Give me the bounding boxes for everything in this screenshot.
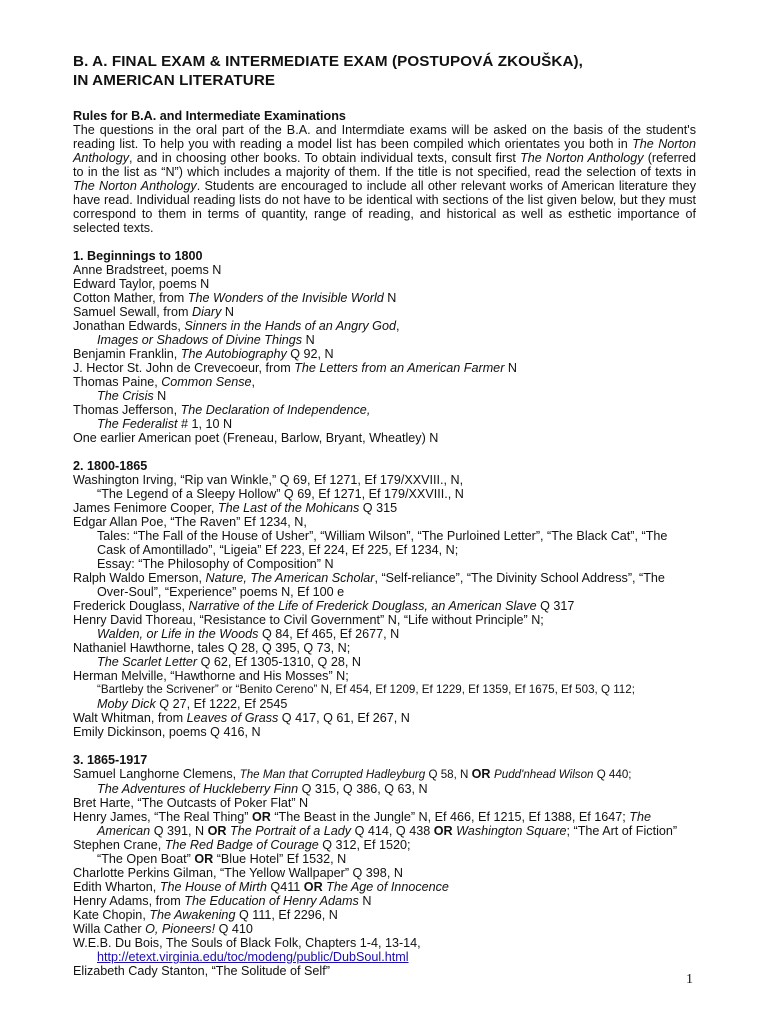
entry-text: Washington Irving, “Rip van Winkle,” Q 69, Ef 1271, Ef 179/XXVIII., N, [73, 473, 464, 487]
rules-heading: Rules for B.A. and Intermediate Examinations [73, 109, 346, 123]
entry-text: N [153, 389, 167, 403]
entry-text: Elizabeth Cady Stanton, “The Solitude of Self” [73, 964, 330, 978]
entry-text: Q 391, N [150, 824, 208, 838]
list-item [73, 950, 696, 964]
entry-text: Q 440; [593, 768, 632, 781]
entry-text: OR [303, 880, 323, 894]
work-title: The Adventures of Huckleberry Finn [97, 782, 299, 796]
entry-text: “The Legend of a Sleepy Hollow” Q 69, Ef 1271, Ef 179/XXVIII., N [97, 487, 464, 501]
list-item [73, 669, 696, 683]
work-title: The Last of the Mohicans [217, 501, 360, 515]
entry-text: OR [471, 767, 491, 781]
list-item [73, 333, 696, 347]
work-title: The American [97, 810, 651, 838]
entry-text: (referred to in the list as “N”) which includes a majority of them. If the title is not specified, read the selection of texts in [73, 151, 697, 179]
list-item [73, 417, 696, 431]
entry-text: Q 92, N [286, 347, 334, 361]
work-title: Pudd'nhead Wilson [494, 768, 594, 781]
entry-text: Q 62, Ef 1305-1310, Q 28, N [197, 655, 361, 669]
entry-text: Charlotte Perkins Gilman, “The Yellow Wallpaper” Q 398, N [73, 866, 403, 880]
entry-text: , and in choosing other books. To obtain individual texts, consult first [129, 151, 521, 165]
entry-text: Emily Dickinson, poems Q 416, N [73, 725, 261, 739]
work-title: The Crisis [97, 389, 154, 403]
entry-text: Samuel Sewall, from [73, 305, 192, 319]
list-item [73, 501, 696, 515]
list-item [73, 655, 696, 669]
entry-text: Q 58, N [425, 768, 472, 781]
entry-text: Q411 [266, 880, 304, 894]
entry-text: Q 317 [536, 599, 575, 613]
list-item [73, 515, 696, 529]
work-title: Walden, or Life in the Woods [97, 627, 259, 641]
work-title: The Portrait of a Lady [230, 824, 352, 838]
entry-text: Henry James, “The Real Thing” [73, 810, 252, 824]
list-item [73, 880, 696, 894]
entry-text: James Fenimore Cooper, [73, 501, 218, 515]
entry-text: N [302, 333, 315, 347]
entry-text: The questions in the oral part of the B.A. and Intermdiate exams will be asked on the basis of the student's reading list. To help you with reading a model list has been compiled which orientates you both in [73, 123, 696, 151]
work-title: The Letters from an American Farmer [294, 361, 505, 375]
page-number: 1 [686, 972, 693, 987]
work-title: O, Pioneers! [145, 922, 216, 936]
list-item [73, 263, 696, 277]
list-item [73, 291, 696, 305]
work-title: Images or Shadows of Divine Things [97, 333, 303, 347]
entry-text: One earlier American poet (Freneau, Barlow, Bryant, Wheatley) N [73, 431, 439, 445]
list-item [73, 305, 696, 319]
entry-text: Samuel Langhorne Clemens, [73, 767, 240, 781]
section-heading: 2. 1800-1865 [73, 459, 148, 473]
reading-list [73, 249, 696, 978]
list-item [73, 697, 696, 711]
section-heading: 1. Beginnings to 1800 [73, 249, 203, 263]
entry-text: Jonathan Edwards, [73, 319, 185, 333]
work-title: The Awakening [149, 908, 236, 922]
entry-text: “The Open Boat” [97, 852, 195, 866]
entry-text: N [504, 361, 517, 375]
entry-text: Q 417, Q 61, Ef 267, N [278, 711, 410, 725]
entry-text: Thomas Paine, [73, 375, 162, 389]
work-title: The Man that Corrupted Hadleyburg [239, 768, 426, 781]
work-title: The House of Mirth [159, 880, 267, 894]
list-item [73, 725, 696, 739]
list-item [73, 711, 696, 725]
entry-text: N [221, 305, 234, 319]
entry-text: Q 315, Q 386, Q 63, N [298, 782, 428, 796]
entry-text: Edith Wharton, [73, 880, 160, 894]
entry-text: Q 312, Ef 1520; [318, 838, 411, 852]
work-title: The Red Badge of Courage [164, 838, 319, 852]
list-item [73, 347, 696, 361]
entry-text: Edward Taylor, poems N [73, 277, 210, 291]
entry-text: W.E.B. Du Bois, The Souls of Black Folk, Chapters 1-4, 13-14, [73, 936, 421, 950]
entry-text: Frederick Douglass, [73, 599, 189, 613]
list-item [73, 641, 696, 655]
entry-text: Q 27, Ef 1222, Ef 2545 [155, 697, 288, 711]
entry-text: Benjamin Franklin, [73, 347, 181, 361]
list-item [73, 529, 696, 557]
work-title: Common Sense [161, 375, 252, 389]
entry-text: Ralph Waldo Emerson, [73, 571, 206, 585]
external-link[interactable]: http://etext.virginia.edu/toc/modeng/public/DubSoul.html [97, 950, 409, 964]
work-title: Sinners in the Hands of an Angry God [184, 319, 396, 333]
list-item [73, 277, 696, 291]
list-item [73, 375, 696, 389]
title-line-2: IN AMERICAN LITERATURE [73, 72, 276, 89]
entry-text: Q 315 [359, 501, 398, 515]
list-item [73, 599, 696, 613]
list-item [73, 613, 696, 627]
entry-text: Edgar Allan Poe, “The Raven” Ef 1234, N, [73, 515, 307, 529]
entry-text: OR [207, 824, 227, 838]
entry-text: # 1, 10 N [177, 417, 233, 431]
entry-text: , [251, 375, 255, 389]
list-item [73, 964, 696, 978]
title-line-1: B. A. FINAL EXAM & INTERMEDIATE EXAM (POSTUPOVÁ ZKOUŠKA), [73, 53, 583, 70]
work-title: The Autobiography [180, 347, 287, 361]
entry-text: Q 414, Q 438 [351, 824, 434, 838]
work-title: Leaves of Grass [186, 711, 279, 725]
entry-text: “Bartleby the Scrivener” or “Benito Cereno” N, Ef 454, Ef 1209, Ef 1229, Ef 1359, Ef 1675, Ef 503, Q 112; [97, 683, 635, 696]
list-item [73, 403, 696, 417]
entry-text: Stephen Crane, [73, 838, 165, 852]
entry-text: N [383, 291, 397, 305]
work-title: The Norton Anthology [520, 151, 644, 165]
entry-text: Tales: “The Fall of the House of Usher”, “William Wilson”, “The Purloined Letter”, “The Black Cat”, “The Cask of Amontillado”, “Ligeia” Ef 223, Ef 224, Ef 225, Ef 1234, N; [97, 529, 668, 557]
list-item [73, 487, 696, 501]
section-heading: 3. 1865-1917 [73, 753, 148, 767]
entry-text: ; “The Art of Fiction” [566, 824, 678, 838]
work-title: The Declaration of Independence, [180, 403, 371, 417]
list-item [73, 782, 696, 796]
list-item [73, 571, 696, 599]
work-title: Narrative of the Life of Frederick Douglass, an American Slave [188, 599, 537, 613]
entry-text: Q 111, Ef 2296, N [235, 908, 338, 922]
list-item [73, 389, 696, 403]
entry-text: Bret Harte, “The Outcasts of Poker Flat” N [73, 796, 309, 810]
entry-text: “Blue Hotel” Ef 1532, N [213, 852, 347, 866]
entry-text: OR [251, 810, 271, 824]
work-title: Diary [191, 305, 222, 319]
entry-text: Q 84, Ef 465, Ef 2677, N [258, 627, 400, 641]
entry-text: Henry David Thoreau, “Resistance to Civil Government” N, “Life without Principle” N; [73, 613, 544, 627]
list-item [73, 810, 696, 838]
entry-text: “The Beast in the Jungle” N, Ef 466, Ef 1215, Ef 1388, Ef 1647; [270, 810, 630, 824]
entry-text: N [358, 894, 372, 908]
entry-text: Willa Cather [73, 922, 146, 936]
list-item [73, 683, 696, 697]
work-title: The Norton Anthology [73, 137, 697, 165]
entry-text: Herman Melville, “Hawthorne and His Mosses” N; [73, 669, 349, 683]
entry-text: J. Hector St. John de Crevecoeur, from [73, 361, 295, 375]
list-item [73, 767, 696, 782]
list-item [73, 852, 696, 866]
entry-text: Walt Whitman, from [73, 711, 187, 725]
work-title: Nature, The American Scholar [205, 571, 375, 585]
work-title: The Scarlet Letter [97, 655, 198, 669]
entry-text: Anne Bradstreet, poems N [73, 263, 222, 277]
list-item [73, 319, 696, 333]
list-item [73, 796, 696, 810]
list-item [73, 557, 696, 571]
work-title: The Age of Innocence [326, 880, 449, 894]
entry-text: Q 410 [215, 922, 253, 936]
work-title: The Federalist [97, 417, 178, 431]
entry-text: OR [433, 824, 453, 838]
rules-paragraph [73, 123, 696, 235]
list-item [73, 361, 696, 375]
work-title: The Education of Henry Adams [184, 894, 359, 908]
list-item [73, 908, 696, 922]
list-item [73, 866, 696, 880]
list-item [73, 894, 696, 908]
entry-text: Kate Chopin, [73, 908, 150, 922]
entry-text: Cotton Mather, from [73, 291, 188, 305]
entry-text: Thomas Jefferson, [73, 403, 181, 417]
work-title: Moby Dick [97, 697, 156, 711]
entry-text: , “Self-reliance”, “The Divinity School Address”, “The Over-Soul”, “Experience” poems N, Ef 100 e [97, 571, 665, 599]
list-item [73, 473, 696, 487]
entry-text: . Students are encouraged to include all other relevant works of American literature they have read. Individual reading lists do not have to be identical with sections of the list given below, but they must correspond to them in terms of quantity, range of reading, and historical as well as esthetic importance of selected texts. [73, 179, 696, 235]
work-title: The Norton Anthology [73, 179, 197, 193]
list-item [73, 431, 696, 445]
list-item [73, 936, 696, 950]
entry-text: Nathaniel Hawthorne, tales Q 28, Q 395, Q 73, N; [73, 641, 351, 655]
document-title [73, 52, 696, 90]
entry-text: Essay: “The Philosophy of Composition” N [97, 557, 334, 571]
list-item [73, 838, 696, 852]
entry-text: , [395, 319, 400, 333]
work-title: Washington Square [456, 824, 567, 838]
entry-text: OR [194, 852, 214, 866]
entry-text: Henry Adams, from [73, 894, 185, 908]
list-item [73, 627, 696, 641]
work-title: The Wonders of the Invisible World [187, 291, 384, 305]
list-item [73, 922, 696, 936]
